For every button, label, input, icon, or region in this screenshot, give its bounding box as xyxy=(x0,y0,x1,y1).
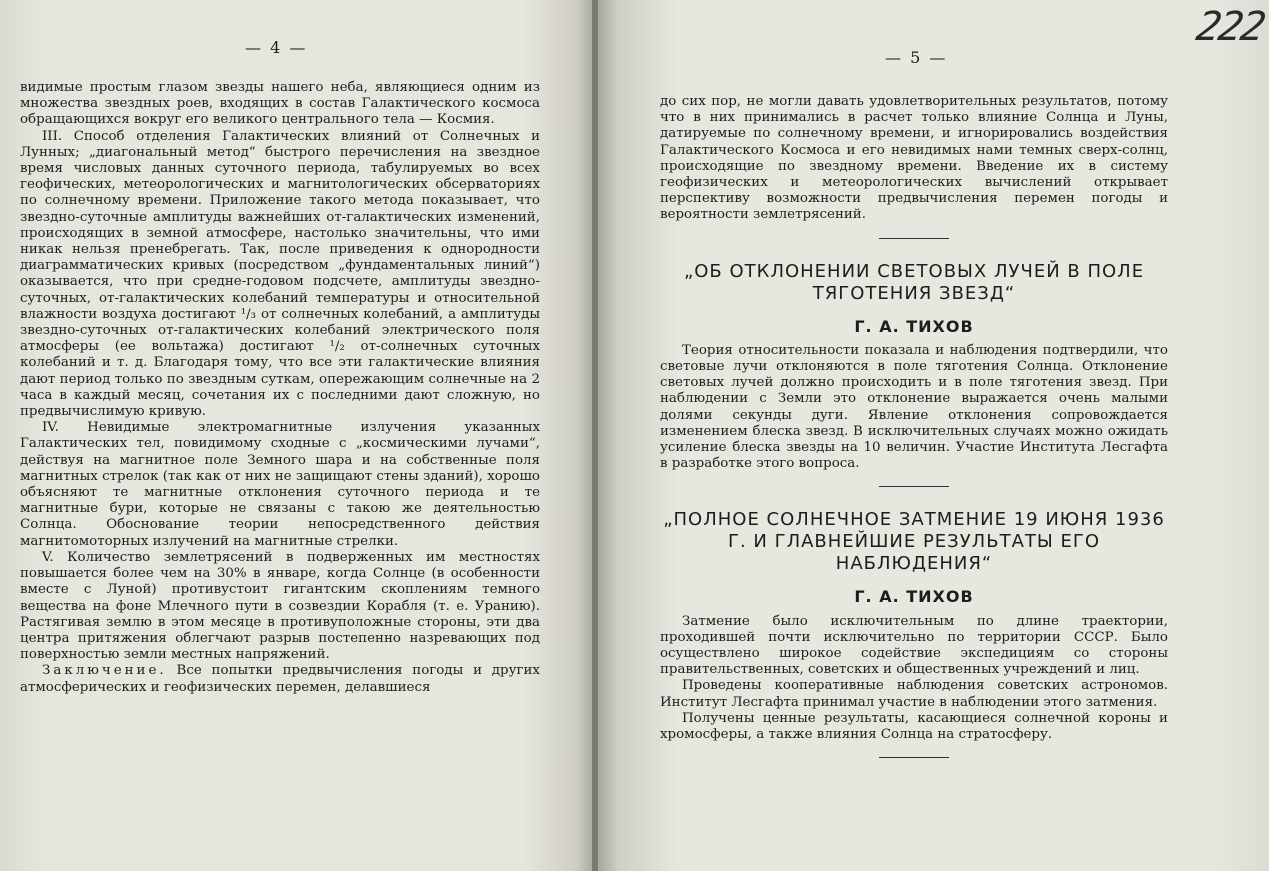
divider xyxy=(879,238,949,239)
conclusion-paragraph xyxy=(20,663,540,695)
page-number: — 4 — xyxy=(245,38,308,57)
paragraph: Затмение было исключительным по длине траектории, проходившей почти исключительно по территории СССР. Было осуществлено широкое содействие экспедициям со стороны правительственных, советских и общественных учреждений и лиц. xyxy=(660,613,1168,678)
conclusion-text: Все попытки предвычисления погоды и других атмосферических и геофизических перемен, делавшиеся xyxy=(20,663,540,695)
page-number: — 5 — xyxy=(885,48,948,67)
text-column xyxy=(20,80,540,696)
paragraph: Проведены кооперативные наблюдения советских астрономов. Институт Лесгафта принимал участие в наблюдении этого затмения. xyxy=(660,678,1168,710)
paragraph: III. Способ отделения Галактических влияний от Солнечных и Лунных; „диагональный метод“ быстрого перечисления на звездное время числовых данных суточного периода, табулируемых во всех геофических, метеорологических и магнитологических обсерваториях по солнечному времени. Приложение такого метода показывает, что звездно-суточные амплитуды важнейших от-галактических изменений, происходящих в земной атмосфере, настолько значительны, что ими никак нельзя пренебрегать. Так, после приведения к однородности диаграмматических кривых (посредством „фундаментальных линий“) оказывается, что при средне-годовом подсчете, амплитуды звездно-суточных, от-галактических колебаний температуры и относительной влажности воздуха достигают ¹/₃ от солнечных колебаний, а амплитуды звездно-суточных от-галактических колебаний электрического поля атмосферы (ее вольтажа) достигают ¹/₂ от-солнечных суточных колебаний и т. д. Благодаря тому, что все эти галактические влияния дают период только по звездным суткам, опережающим солнечные на 2 часа в каждый месяц, сочетания их с последними дают сложную, но предвычислимую кривую. xyxy=(20,128,540,420)
paragraph: Получены ценные результаты, касающиеся солнечной короны и хромосферы, а также влияния Солнца на стратосферу. xyxy=(660,710,1168,743)
article-title: „ОБ ОТКЛОНЕНИИ СВЕТОВЫХ ЛУЧЕЙ В ПОЛЕ ТЯГОТЕНИЯ ЗВЕЗД“ xyxy=(683,260,1145,304)
divider xyxy=(879,757,949,758)
paragraph: до сих пор, не могли давать удовлетворительных результатов, потому что в них принимались в расчет только влияние Солнца и Луны, датируемые по солнечному времени, и игнорировались воздействия Галактического Космоса и его невидимых нами темных сверх-солнц, происходящие по звездному времени. Введение их в систему геофизических и метеорологических вычислений открывает перспективу возможности предвычисления перемен погоды и вероятности землетрясений. xyxy=(660,94,1168,223)
right-page xyxy=(598,0,1269,871)
left-page xyxy=(0,0,594,871)
paragraph: V. Количество землетрясений в подверженных им местностях повышается более чем на 30% в январе, когда Солнце (в особенности вместе с Луной) противустоит гигантским скоплениям темного вещества на фоне Млечного пути в созвездии Корабля (т. е. Уранию). Растягивая землю в этом месяце в противуположные стороны, эти два центра притяжения облегчают разрыв постепенно назревающих под поверхностью земли местных напряжений. xyxy=(20,549,540,663)
article-title: „ПОЛНОЕ СОЛНЕЧНОЕ ЗАТМЕНИЕ 19 ИЮНЯ 1936 Г. И ГЛАВНЕЙШИЕ РЕЗУЛЬТАТЫ ЕГО НАБЛЮДЕНИЯ“ xyxy=(663,509,1165,575)
archive-mark: 222 xyxy=(1192,4,1268,50)
paragraph: видимые простым глазом звезды нашего неба, являющиеся одним из множества звездных роев, входящих в состав Галактического космоса обращающихся вокруг его великого центрального тела — Космия. xyxy=(20,80,540,128)
article-author: Г. А. ТИХОВ xyxy=(854,587,974,607)
text-column xyxy=(660,94,1168,774)
divider xyxy=(879,486,949,487)
conclusion-label: Заключение. xyxy=(42,663,167,679)
paragraph: IV. Невидимые электромагнитные излучения указанных Галактических тел, повидимому сходные с „космическими лучами“, действуя на магнитное поле Земного шара и на собственные поля магнитных стрелок (так как от них не защищают стены зданий), хорошо объясняют те магнитные отклонения суточного периода и те магнитные бури, которые не связаны с такою же деятельностью Солнца. Обоснование теории непосредственного действия магнитомоторных излучений на магнитные стрелки. xyxy=(20,420,540,549)
article-author: Г. А. ТИХОВ xyxy=(854,316,974,336)
paragraph: Теория относительности показала и наблюдения подтвердили, что световые лучи отклоняются в поле тяготения Солнца. Отклонение световых лучей должно происходить и в поле тяготения звезд. При наблюдении с Земли это отклонение выражается очень малыми долями секунды дуги. Явление отклонения сопровождается изменением блеска звезд. В исключительных случаях можно ожидать усиление блеска звезды на 10 величин. Участие Института Лесгафта в разработке этого вопроса. xyxy=(660,342,1168,472)
